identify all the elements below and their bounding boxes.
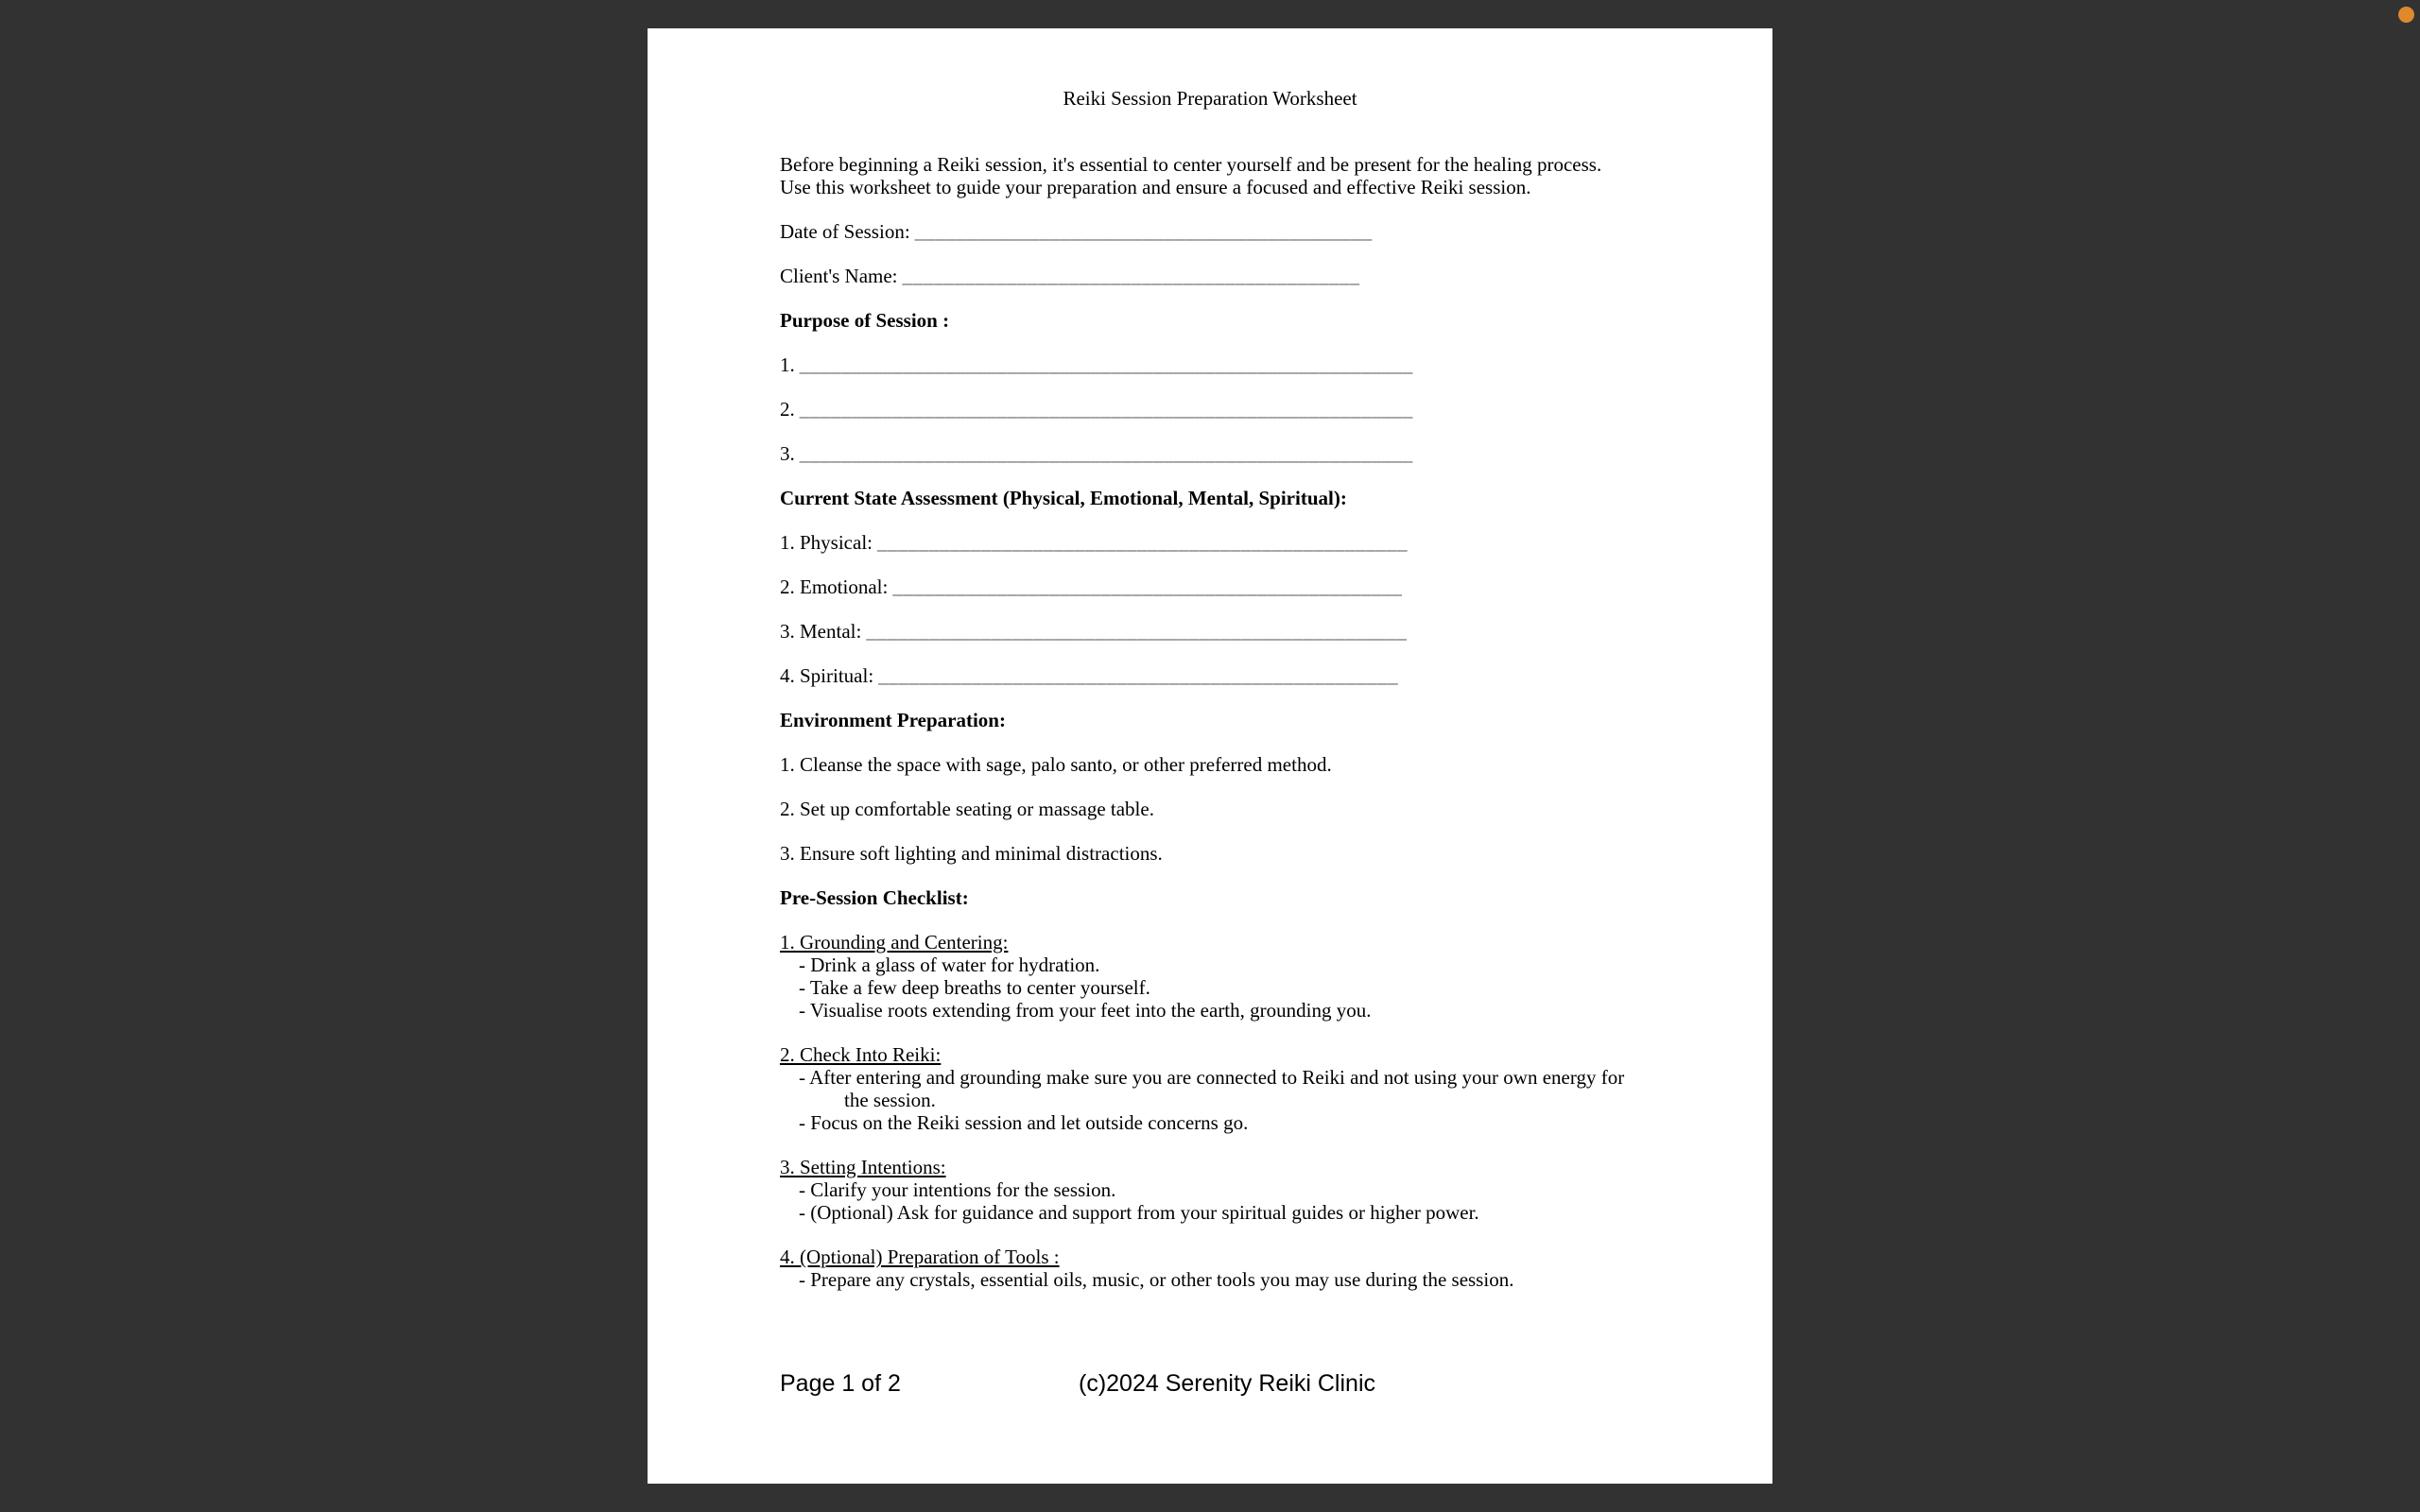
checklist-group-preparation-of-tools <box>780 1246 1640 1291</box>
date-of-session-blank: ____________________________________________ <box>914 220 1373 243</box>
assessment-mental-label: 3. Mental: <box>780 620 862 643</box>
page-number-indicator: Page 1 of 2 <box>780 1370 901 1397</box>
purpose-line-2 <box>780 398 1640 421</box>
assessment-emotional-label: 2. Emotional: <box>780 576 889 598</box>
environment-item-1: 1. Cleanse the space with sage, palo santo, or other preferred method. <box>780 753 1332 776</box>
checklist-item: - Drink a glass of water for hydration. <box>799 954 1100 976</box>
date-of-session-label: Date of Session: <box>780 220 910 243</box>
assessment-physical-blank: ___________________________________________________ <box>877 531 1408 554</box>
assessment-spiritual-label: 4. Spiritual: <box>780 664 874 687</box>
purpose-line-1-blank: ___________________________________________________________ <box>799 353 1413 376</box>
client-name-blank: ____________________________________________ <box>902 265 1360 287</box>
assessment-mental-blank: ____________________________________________________ <box>866 620 1408 643</box>
client-name-label: Client's Name: <box>780 265 898 287</box>
assessment-spiritual-blank: __________________________________________________ <box>878 664 1399 687</box>
checklist-item: - Clarify your intentions for the session. <box>799 1178 1116 1201</box>
document-title: Reiki Session Preparation Worksheet <box>1063 87 1357 110</box>
purpose-line-1-number: 1. <box>780 353 795 376</box>
assessment-physical-field <box>780 531 1640 554</box>
copyright-text: (c)2024 Serenity Reiki Clinic <box>1079 1370 1376 1397</box>
assessment-emotional-field <box>780 576 1640 598</box>
purpose-line-2-number: 2. <box>780 398 795 421</box>
checklist-item: - Visualise roots extending from your feet into the earth, grounding you. <box>799 999 1372 1022</box>
checklist-item: - After entering and grounding make sure you are connected to Reiki and not using your own energy for <box>799 1066 1625 1089</box>
checklist-group-grounding <box>780 931 1640 1022</box>
intro-line-2: Use this worksheet to guide your preparation and ensure a focused and effective Reiki session. <box>780 176 1531 198</box>
purpose-line-3 <box>780 442 1640 465</box>
environment-item-2: 2. Set up comfortable seating or massage table. <box>780 798 1154 820</box>
intro-paragraph <box>780 153 1640 198</box>
document-page <box>648 28 1772 1484</box>
purpose-line-3-number: 3. <box>780 442 795 465</box>
assessment-heading: Current State Assessment (Physical, Emotional, Mental, Spiritual): <box>780 487 1347 509</box>
client-name-field <box>780 265 1640 287</box>
purpose-line-3-blank: ___________________________________________________________ <box>799 442 1413 465</box>
checklist-group-check-into-reiki-title: 2. Check Into Reiki: <box>780 1043 942 1066</box>
purpose-line-1 <box>780 353 1640 376</box>
purpose-heading: Purpose of Session : <box>780 309 950 332</box>
assessment-mental-field <box>780 620 1640 643</box>
environment-item-3: 3. Ensure soft lighting and minimal distractions. <box>780 842 1163 865</box>
checklist-group-preparation-of-tools-title: 4. (Optional) Preparation of Tools : <box>780 1246 1060 1268</box>
recording-indicator-icon[interactable] <box>2398 7 2414 23</box>
checklist-item: - (Optional) Ask for guidance and support from your spiritual guides or higher power. <box>799 1201 1479 1224</box>
checklist-item: - Focus on the Reiki session and let outside concerns go. <box>799 1111 1249 1134</box>
environment-heading: Environment Preparation: <box>780 709 1006 731</box>
checklist-heading: Pre-Session Checklist: <box>780 886 969 909</box>
purpose-line-2-blank: ___________________________________________________________ <box>799 398 1413 421</box>
checklist-group-setting-intentions <box>780 1156 1640 1224</box>
checklist-item: - Prepare any crystals, essential oils, music, or other tools you may use during the session. <box>799 1268 1514 1291</box>
checklist-group-grounding-title: 1. Grounding and Centering: <box>780 931 1009 954</box>
checklist-group-setting-intentions-title: 3. Setting Intentions: <box>780 1156 946 1178</box>
intro-line-1: Before beginning a Reiki session, it's essential to center yourself and be present for the healing process. <box>780 153 1602 176</box>
page-footer <box>780 1370 1640 1399</box>
checklist-group-check-into-reiki <box>780 1043 1640 1134</box>
document-content <box>780 87 1640 1313</box>
assessment-spiritual-field <box>780 664 1640 687</box>
assessment-emotional-blank: _________________________________________________ <box>892 576 1403 598</box>
date-of-session-field <box>780 220 1640 243</box>
checklist-item: - Take a few deep breaths to center yourself. <box>799 976 1150 999</box>
assessment-physical-label: 1. Physical: <box>780 531 873 554</box>
checklist-item-continuation: the session. <box>844 1089 936 1111</box>
